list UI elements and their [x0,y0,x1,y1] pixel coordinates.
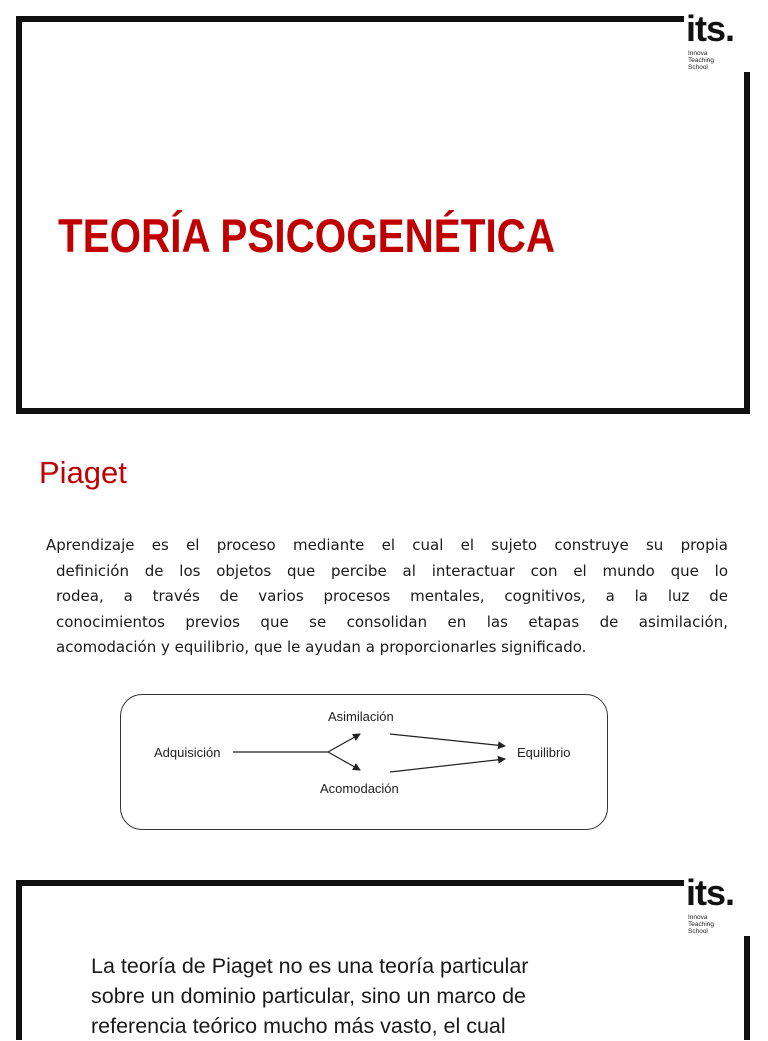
slide-body-text [91,951,671,1041]
paragraph-line: acomodación y equilibrio, que le ayudan a proporcionarles significado. [56,638,587,656]
paragraph-line: definición de los objetos que percibe al interactuar con el mundo que lo [56,561,728,580]
paragraph-line: Aprendizaje es el proceso mediante el cual el sujeto construye su propia [46,536,728,554]
body-line: referencia teórico mucho más vasto, el cual [91,1014,506,1038]
its-logo [686,872,752,935]
paragraph-line: conocimientos previos que se consolidan en las etapas de asimilación, [56,612,728,631]
its-logo-mark: its. [686,8,735,49]
its-logo-mark: its. [686,872,735,913]
edge-to-asimilacion [328,734,360,752]
body-line: La teoría de Piaget no es una teoría particular [91,954,529,978]
frame-top-border [16,16,684,22]
frame-top-border [16,880,684,886]
section-heading: Piaget [39,455,127,490]
its-logo-caption: Innova Teaching School [688,914,715,935]
node-equilibrio: Equilibrio [517,745,571,760]
node-adquisicion: Adquisición [154,745,221,760]
body-line: sobre un dominio particular, sino un marco de [91,984,527,1008]
paragraph-line: rodea, a través de varios procesos mentales, cognitivos, a la luz de [56,587,728,605]
definition-paragraph [46,533,728,661]
node-acomodacion: Acomodación [320,781,399,796]
edge-to-acomodacion [328,752,360,770]
node-asimilacion: Asimilación [328,709,394,724]
slide-title: TEORÍA PSICOGENÉTICA [58,209,556,262]
its-logo-caption: Innova Teaching School [688,50,715,71]
edge-asimilacion-equilibrio [390,734,505,746]
edge-acomodacion-equilibrio [390,759,505,772]
process-diagram [120,694,620,834]
its-logo [686,8,752,71]
